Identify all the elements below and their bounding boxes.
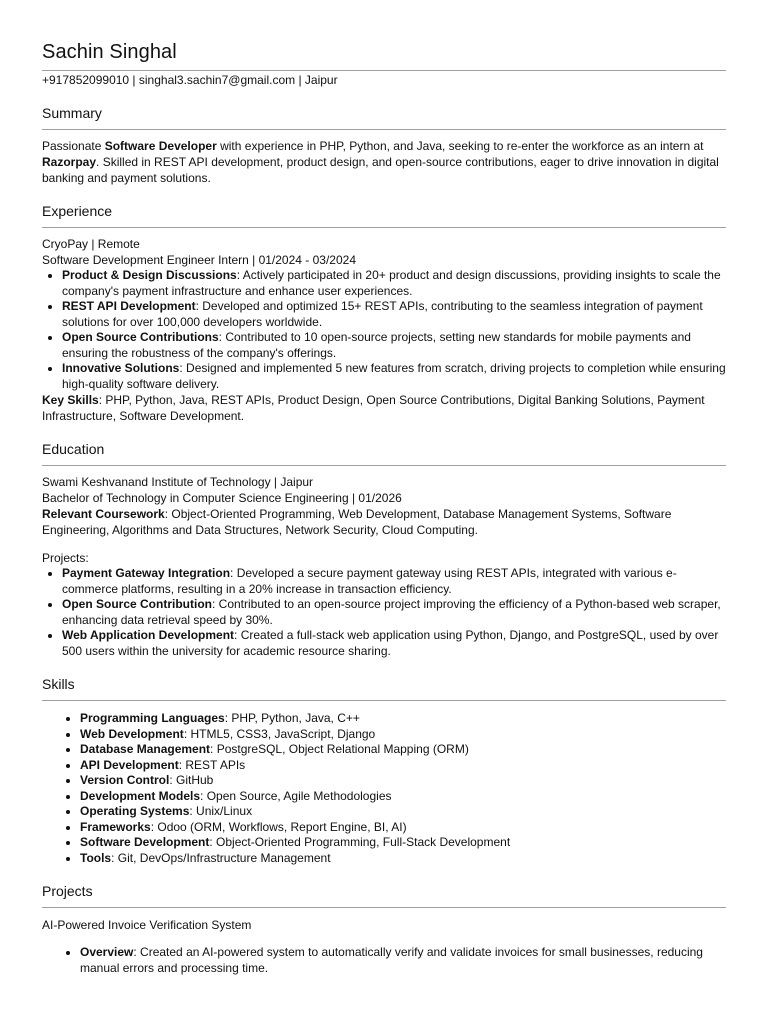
education-degree: Bachelor of Technology in Computer Science Engineering | 01/2026 [42,491,402,505]
contact-line: +917852099010 | singhal3.sachin7@gmail.com | Jaipur [42,73,338,87]
list-item [62,299,726,330]
list-item [80,758,726,774]
key-skills-text: : PHP, Python, Java, REST APIs, Product Design, Open Source Contributions, Digital Banking Solutions, Payment Infrastructure, Software Development. [42,393,705,423]
summary-divider [42,129,726,130]
experience-role: Software Development Engineer Intern | 01/2024 - 03/2024 [42,253,356,267]
key-skills-line [42,392,726,424]
coursework-line [42,506,726,538]
coursework-label: Relevant Coursework [42,507,165,521]
bullet-label: Innovative Solutions [62,361,180,375]
skill-label: Operating Systems [80,804,190,818]
bullet-label: Web Application Development [62,628,235,642]
skill-label: Web Development [80,726,184,741]
list-item [80,773,726,789]
section-title-summary: Summary [42,105,102,121]
skill-label: Programming Languages [80,711,225,725]
list-item [80,851,726,867]
bullet-text: : Developed and optimized 15+ REST APIs, contributing to the seamless integration of payment solutions for over 100,000 developers worldwide. [62,299,703,329]
list-item [80,727,726,743]
skill-text: : Git, DevOps/Infrastructure Management [111,850,331,865]
experience-company: CryoPay | Remote [42,237,140,251]
list-item [62,566,726,597]
skill-text: : Open Source, Agile Methodologies [200,788,392,803]
education-projects-heading [42,550,726,566]
skill-label: Version Control [80,773,170,787]
key-skills-label: Key Skills [42,393,99,407]
skill-text: : HTML5, CSS3, JavaScript, Django [183,726,376,741]
bullet-text: : Actively participated in 20+ product and design discussions, providing insights to scale the company's payment infrastructure and enhance user experiences. [62,268,721,298]
skill-label: Development Models [80,788,201,803]
bullet-label: REST API Development [62,299,196,313]
bullet-label: Payment Gateway Integration [62,566,231,580]
skills-divider [42,700,726,701]
summary-text-3: . Skilled in REST API development, product design, and open-source contributions, eager to drive innovation in digital banking and payment solutions. [42,155,719,185]
skill-text: : Object-Oriented Programming, Full-Stack Development [209,835,511,849]
list-item [62,330,726,361]
skill-label: Database Management [80,742,211,756]
experience-bullets [42,268,726,392]
skill-text: : Unix/Linux [189,804,253,818]
summary-paragraph [42,138,726,186]
project-bullets [42,945,726,976]
resume-page [42,40,726,976]
section-title-education: Education [42,441,105,457]
experience-divider [42,227,726,228]
education-institute: Swami Keshvanand Institute of Technology | Jaipur [42,475,314,489]
summary-bold-2: Razorpay [42,155,97,169]
project-title: AI-Powered Invoice Verification System [42,918,252,932]
summary-bold-1: Software Developer [104,139,217,153]
bullet-label: Overview [80,945,134,959]
candidate-name: Sachin Singhal [42,41,177,63]
summary-text-1: Passionate [42,139,105,153]
projects-colon: : [85,551,89,565]
list-item [80,835,726,851]
skills-list [42,711,726,866]
section-title-projects: Projects [42,883,93,899]
bullet-text: : Created an AI-powered system to automatically verify and validate invoices for small businesses, reducing manual errors and processing time. [80,945,703,975]
bullet-text: : Contributed to an open-source project improving the efficiency of a Python-based web scraper, enhancing data retrieval speed by 30%. [62,597,721,627]
bullet-label: Product & Design Discussions [62,268,237,282]
list-item [80,742,726,758]
bullet-label: Open Source Contributions [62,330,219,344]
skill-label: Software Development [80,835,210,849]
coursework-text: : Object-Oriented Programming, Web Development, Database Management Systems, Software Engineering, Algorithms and Data Structures, Network Security, Cloud Computing. [42,507,672,537]
bullet-label: Open Source Contribution [62,597,212,611]
education-project-bullets [42,566,726,659]
list-item [62,597,726,628]
bullet-text: : Developed a secure payment gateway using REST APIs, integrated with various e-commerce platforms, resulting in a 20% increase in transaction efficiency. [62,566,677,596]
list-item [80,820,726,836]
list-item [80,804,726,820]
skill-text: : GitHub [169,773,214,787]
list-item [62,268,726,299]
skill-text: : PostgreSQL, Object Relational Mapping (ORM) [210,742,469,756]
bullet-text: : Contributed to 10 open-source projects, setting new standards for mobile payments and ensuring the robustness of the company's offerings. [62,330,691,360]
education-divider [42,465,726,466]
list-item [62,628,726,659]
skill-label: Frameworks [80,819,151,834]
list-item [80,711,726,727]
skill-text: : Odoo (ORM, Workflows, Report Engine, BI, AI) [150,819,407,834]
skill-label: Tools [80,850,112,865]
section-title-experience: Experience [42,203,113,219]
header-divider [42,70,726,71]
section-title-skills: Skills [42,676,75,692]
summary-text-2: with experience in PHP, Python, and Java, seeking to re-enter the workforce as an intern at [216,139,704,153]
projects-label: Projects [42,551,86,565]
skill-text: : REST APIs [178,757,246,772]
list-item [80,945,726,976]
list-item [80,789,726,805]
bullet-text: : Designed and implemented 5 new features from scratch, driving projects to completion while ensuring high-quality software delivery. [62,361,726,391]
list-item [62,361,726,392]
projects-divider [42,907,726,908]
skill-label: API Development [80,757,179,772]
skill-text: : PHP, Python, Java, C++ [224,711,360,725]
bullet-text: : Created a full-stack web application using Python, Django, and PostgreSQL, used by over 500 users within the university for academic resource sharing. [62,628,719,658]
